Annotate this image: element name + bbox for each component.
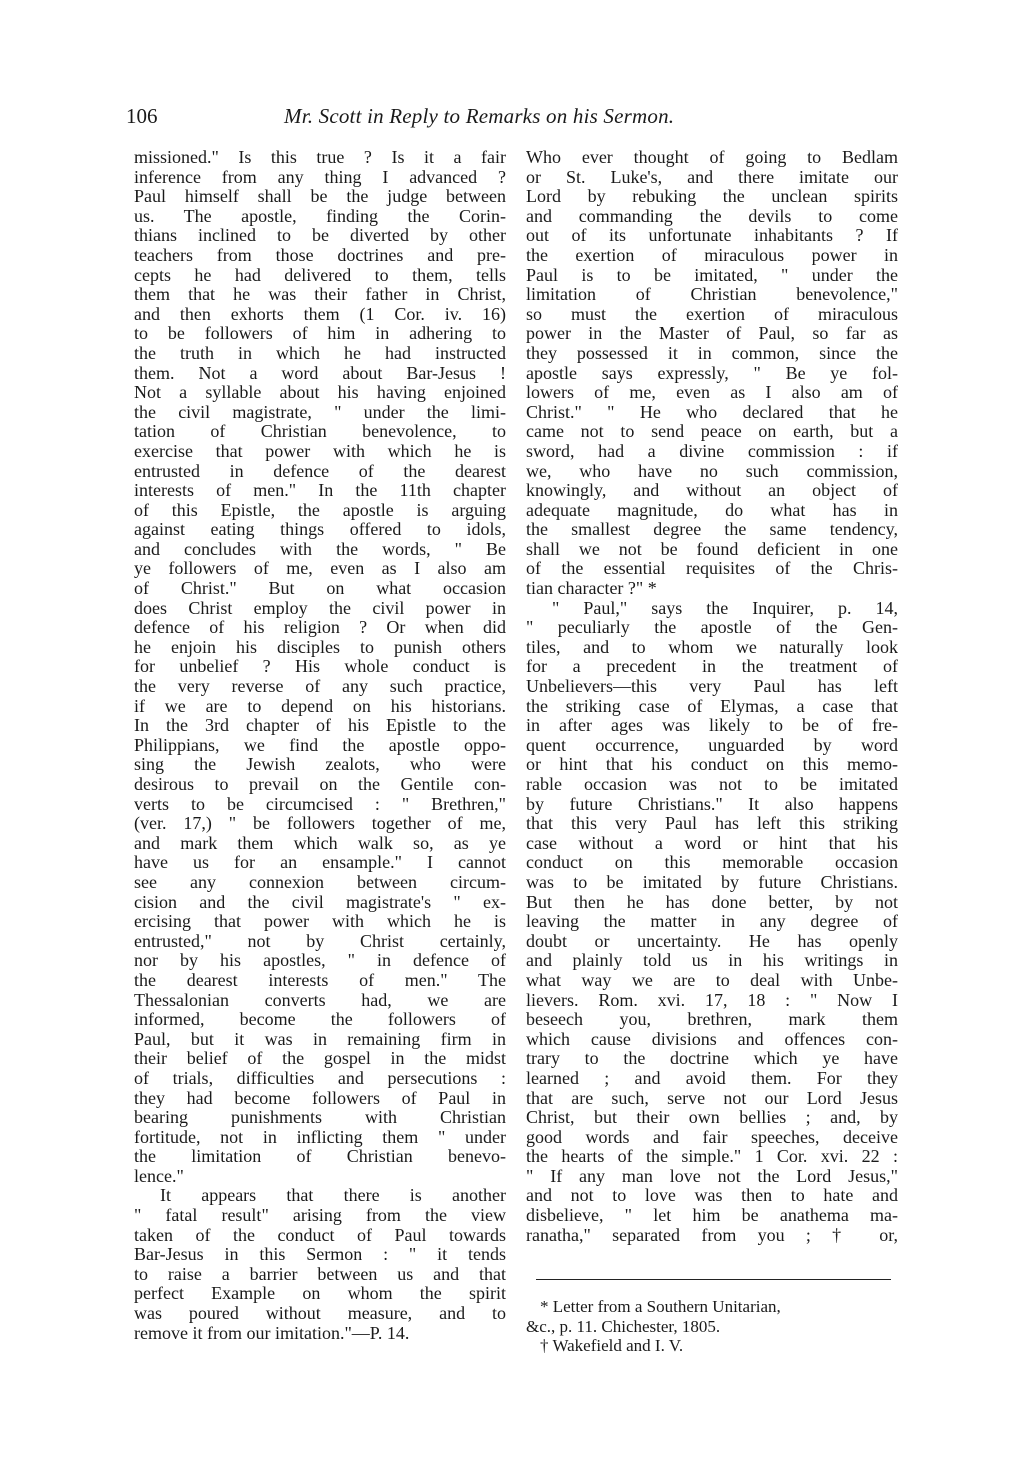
- text-line: adequate magnitude, do what has in: [526, 499, 898, 520]
- text-line: knowingly, and without an object of: [526, 480, 898, 501]
- text-line: taken of the conduct of Paul towards: [134, 1224, 506, 1245]
- text-line: that are such, serve not our Lord Jesus: [526, 1087, 898, 1108]
- text-line: rable occasion was not to be imitated: [526, 774, 898, 794]
- text-line: the limitation of Christian benevo-: [134, 1146, 506, 1167]
- paragraph-end-line: tian character ?" *: [526, 578, 657, 599]
- text-line: that this very Paul has left this striking: [526, 813, 898, 834]
- text-line: beseech you, brethren, mark them: [526, 1009, 898, 1030]
- page-header: [126, 100, 896, 132]
- text-line: " fatal result" arising from the view: [134, 1205, 506, 1226]
- page-number: 106: [126, 104, 158, 128]
- paragraph-end-line: lence.": [134, 1165, 184, 1186]
- paragraph-end-line: remove it from our imitation."—P. 14.: [134, 1322, 410, 1343]
- text-line: they possessed it in common, since the: [526, 342, 898, 363]
- text-line: Lord by rebuking the unclean spirits: [526, 186, 898, 207]
- text-line: " If any man love not the Lord Jesus,": [526, 1165, 898, 1186]
- text-line: to raise a barrier between us and that: [134, 1263, 506, 1284]
- text-line: cepts he had delivered to them, tells: [134, 264, 506, 285]
- text-line: Who ever thought of going to Bedlam: [526, 147, 898, 167]
- text-line: Paul is to be imitated, " under the: [526, 264, 898, 285]
- text-line: exercise that power with which he is: [134, 440, 506, 461]
- running-title: Mr. Scott in Reply to Remarks on his Sermon.: [284, 104, 675, 128]
- text-line: verts to be circumcised : " Brethren,": [134, 793, 506, 814]
- text-line: the hearts of the simple." 1 Cor. xvi. 22 :: [526, 1146, 898, 1167]
- text-line: perfect Example on whom the spirit: [134, 1283, 506, 1304]
- text-line: Christ, but their own bellies ; and, by: [526, 1107, 898, 1128]
- text-line: see any connexion between circum-: [134, 871, 506, 892]
- text-line: sing the Jewish zealots, who were: [134, 754, 506, 775]
- text-line: informed, become the followers of: [134, 1009, 506, 1030]
- text-line: we, who have no such commission,: [526, 460, 898, 481]
- text-line: them that he was their father in Christ,: [134, 284, 506, 305]
- text-line: or St. Luke's, and there imitate our: [526, 166, 898, 187]
- text-line: their belief of the gospel in the midst: [134, 1048, 506, 1069]
- text-line: Philippians, we find the apostle oppo-: [134, 734, 506, 755]
- text-line: was poured without measure, and to: [134, 1303, 506, 1324]
- text-line: of this Epistle, the apostle is arguing: [134, 499, 506, 520]
- text-line: conduct on this memorable occasion: [526, 852, 898, 873]
- paragraph-start-line: It appears that there is another: [160, 1185, 506, 1206]
- footnotes: [526, 1297, 898, 1356]
- text-line: for unbelief ? His whole conduct is: [134, 656, 506, 677]
- text-line: entrusted in defence of the dearest: [134, 460, 506, 481]
- text-line: they had become followers of Paul in: [134, 1087, 506, 1108]
- text-line: defence of his religion ? Or when did: [134, 617, 506, 638]
- text-line: he enjoin his disciples to punish others: [134, 636, 506, 657]
- text-line: interests of men." In the 11th chapter: [134, 480, 506, 501]
- text-line: disbelieve, " let him be anathema ma-: [526, 1205, 898, 1226]
- text-line: ranatha," separated from you ; † or,: [526, 1224, 898, 1245]
- text-line: desirous to prevail on the Gentile con-: [134, 774, 506, 794]
- left-column: [134, 148, 506, 1343]
- right-column: [526, 148, 898, 1245]
- text-line: shall we not be found deficient in one: [526, 538, 898, 559]
- text-line: Paul, but it was in remaining firm in: [134, 1028, 506, 1049]
- text-line: inference from any thing I advanced ?: [134, 166, 506, 187]
- text-line: lowers of me, even as I also am of: [526, 382, 898, 403]
- text-line: trary to the doctrine which ye have: [526, 1048, 898, 1069]
- footnote-line: † Wakefield and I. V.: [540, 1336, 684, 1356]
- text-line: " peculiarly the apostle of the Gen-: [526, 617, 898, 638]
- text-line: came not to send peace on earth, but a: [526, 421, 898, 442]
- text-line: of Christ." But on what occasion: [134, 578, 506, 599]
- text-line: power in the Master of Paul, so far as: [526, 323, 898, 344]
- text-line: good words and fair speeches, deceive: [526, 1126, 898, 1147]
- text-line: of trials, difficulties and persecutions :: [134, 1067, 506, 1088]
- text-line: by future Christians." It also happens: [526, 793, 898, 814]
- text-line: and commanding the devils to come: [526, 205, 898, 226]
- text-line: entrusted," not by Christ certainly,: [134, 930, 506, 951]
- text-line: was to be imitated by future Christians.: [526, 871, 898, 892]
- text-line: and concludes with the words, " Be: [134, 538, 506, 559]
- text-line: and then exhorts them (1 Cor. iv. 16): [134, 303, 506, 324]
- text-line: bearing punishments with Christian: [134, 1107, 506, 1128]
- footnote-divider: [536, 1279, 891, 1280]
- text-line: doubt or uncertainty. He has openly: [526, 930, 898, 951]
- text-line: (ver. 17,) " be followers together of me,: [134, 813, 506, 834]
- text-line: what way we are to deal with Unbe-: [526, 969, 898, 990]
- text-line: teachers from those doctrines and pre-: [134, 244, 506, 265]
- paragraph-start-line: " Paul," says the Inquirer, p. 14,: [552, 597, 898, 618]
- text-line: Christ." " He who declared that he: [526, 401, 898, 422]
- text-line: learned ; and avoid them. For they: [526, 1067, 898, 1088]
- text-line: does Christ employ the civil power in: [134, 597, 506, 618]
- text-line: or hint that his conduct on this memo-: [526, 754, 898, 775]
- text-line: nor by his apostles, " in defence of: [134, 950, 506, 971]
- text-line: of the essential requisites of the Chris-: [526, 558, 898, 579]
- text-line: ye followers of me, even as I also am: [134, 558, 506, 579]
- text-line: In the 3rd chapter of his Epistle to the: [134, 715, 506, 736]
- text-line: Paul himself shall be the judge between: [134, 186, 506, 207]
- text-line: out of its unfortunate inhabitants ? If: [526, 225, 898, 246]
- text-line: apostle says expressly, " Be ye fol-: [526, 362, 898, 383]
- text-line: tation of Christian benevolence, to: [134, 421, 506, 442]
- text-line: and mark them which walk so, as ye: [134, 832, 506, 853]
- text-line: have us for an ensample." I cannot: [134, 852, 506, 873]
- text-line: them. Not a word about Bar-Jesus !: [134, 362, 506, 383]
- footnote-line: &c., p. 11. Chichester, 1805.: [526, 1316, 721, 1336]
- text-line: missioned." Is this true ? Is it a fair: [134, 147, 506, 167]
- text-line: and plainly told us in his writings in: [526, 950, 898, 971]
- text-line: and not to love was then to hate and: [526, 1185, 898, 1206]
- text-line: the striking case of Elymas, a case that: [526, 695, 898, 716]
- text-line: against eating things offered to idols,: [134, 519, 506, 540]
- text-line: which cause divisions and offences con-: [526, 1028, 898, 1049]
- text-line: limitation of Christian benevolence,": [526, 284, 898, 305]
- text-line: for a precedent in the treatment of: [526, 656, 898, 677]
- text-line: quent occurrence, unguarded by word: [526, 734, 898, 755]
- text-line: Bar-Jesus in this Sermon : " it tends: [134, 1244, 506, 1265]
- footnote-line: * Letter from a Southern Unitarian,: [540, 1297, 781, 1316]
- text-line: ercising that power with which he is: [134, 911, 506, 932]
- text-line: if we are to depend on his historians.: [134, 695, 506, 716]
- text-line: leaving the matter in any degree of: [526, 911, 898, 932]
- text-line: us. The apostle, finding the Corin-: [134, 205, 506, 226]
- text-line: Not a syllable about his having enjoined: [134, 382, 506, 403]
- text-line: the very reverse of any such practice,: [134, 676, 506, 697]
- text-line: case without a word or hint that his: [526, 832, 898, 853]
- text-line: in after ages was likely to be of fre-: [526, 715, 898, 736]
- text-line: to be followers of him in adhering to: [134, 323, 506, 344]
- text-line: tiles, and to whom we naturally look: [526, 636, 898, 657]
- text-line: thians inclined to be diverted by other: [134, 225, 506, 246]
- text-line: sword, had a divine commission : if: [526, 440, 898, 461]
- text-line: cision and the civil magistrate's " ex-: [134, 891, 506, 912]
- text-line: fortitude, not in inflicting them " under: [134, 1126, 506, 1147]
- text-line: the truth in which he had instructed: [134, 342, 506, 363]
- text-line: Unbelievers—this very Paul has left: [526, 676, 898, 697]
- text-line: the smallest degree the same tendency,: [526, 519, 898, 540]
- text-line: But then he has done better, by not: [526, 891, 898, 912]
- text-line: so must the exertion of miraculous: [526, 303, 898, 324]
- text-line: lievers. Rom. xvi. 17, 18 : " Now I: [526, 989, 898, 1010]
- text-line: the exertion of miraculous power in: [526, 244, 898, 265]
- text-line: the dearest interests of men." The: [134, 969, 506, 990]
- text-line: the civil magistrate, " under the limi-: [134, 401, 506, 422]
- text-line: Thessalonian converts had, we are: [134, 989, 506, 1010]
